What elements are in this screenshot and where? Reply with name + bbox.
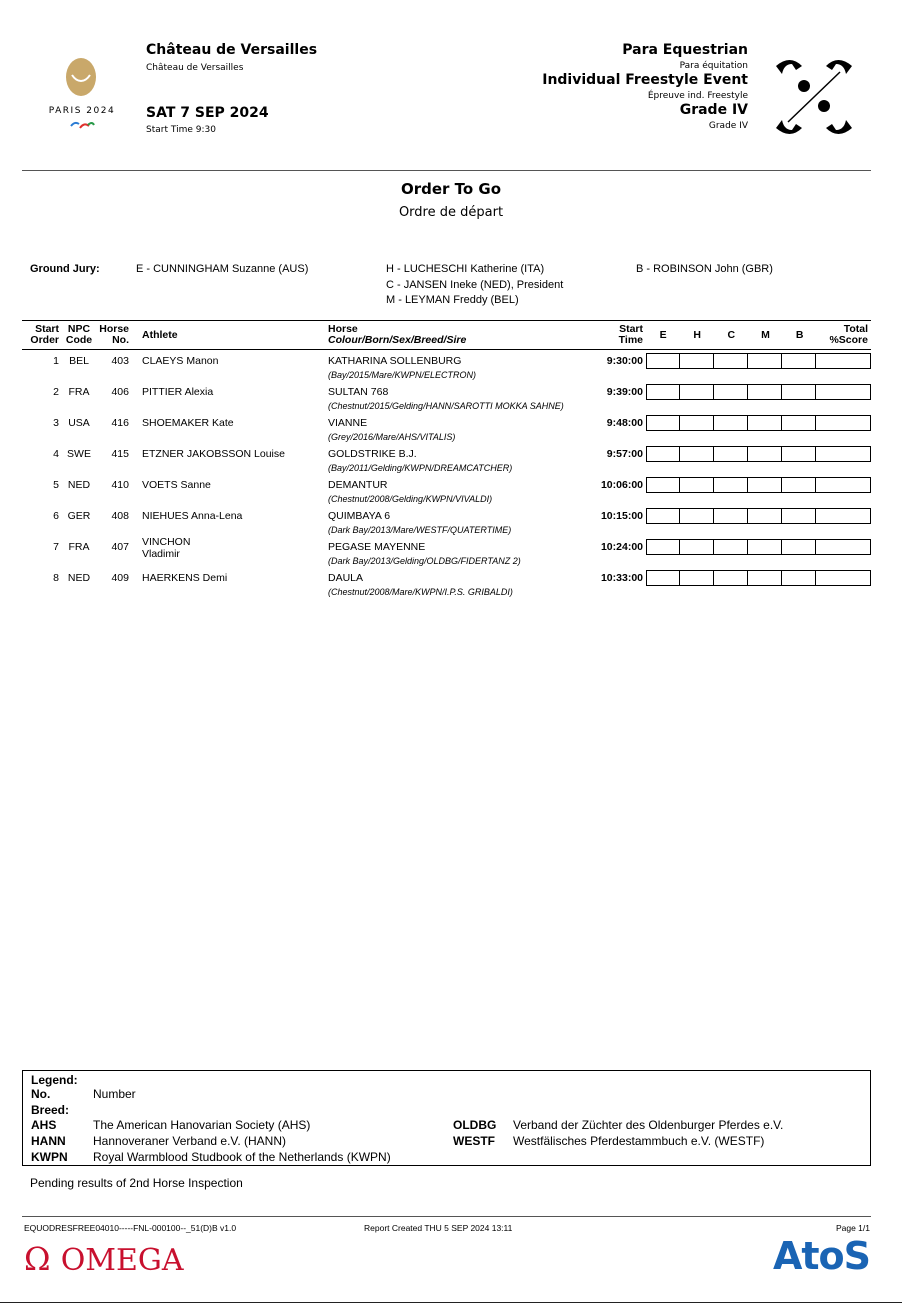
report-created: Report Created THU 5 SEP 2024 13:11	[364, 1223, 513, 1233]
start-order: 3	[53, 417, 59, 429]
grade-title-fr: Grade IV	[708, 121, 748, 131]
horse-number: 407	[111, 541, 129, 553]
horse-number: 410	[111, 479, 129, 491]
ground-jury-label: Ground Jury:	[30, 263, 100, 275]
score-boxes	[646, 474, 871, 505]
col-start-order: Start Order	[22, 321, 62, 350]
col-horse-no: Horse No.	[96, 321, 132, 350]
npc-code: NED	[67, 572, 91, 584]
horse-name: VIANNE	[328, 417, 368, 429]
horse-number: 406	[111, 386, 129, 398]
score-box-m	[748, 415, 782, 431]
score-box-c	[714, 477, 748, 493]
table-row	[22, 536, 871, 567]
score-box-b	[782, 508, 816, 524]
npc-code: USA	[68, 417, 90, 429]
npc-code: NED	[67, 479, 91, 491]
omega-symbol-icon: Ω	[24, 1240, 51, 1278]
score-box-e	[646, 508, 680, 524]
horse-details: (Dark Bay/2013/Mare/WESTF/QUATERTIME)	[328, 525, 512, 535]
horse-cell	[325, 412, 594, 443]
athlete-name: PITTIER Alexia	[142, 386, 214, 398]
col-c: C	[714, 321, 748, 350]
athlete-name: NIEHUES Anna-Lena	[142, 510, 243, 522]
horse-cell	[325, 505, 594, 536]
horse-number: 409	[111, 572, 129, 584]
legend-westf-key: WESTF	[453, 1134, 495, 1148]
col-total: Total %Score	[817, 321, 871, 350]
score-box-b	[782, 415, 816, 431]
athlete-name: VOETS Sanne	[142, 479, 211, 491]
start-order: 4	[53, 448, 59, 460]
jury-m: M - LEYMAN Freddy (BEL)	[386, 294, 519, 306]
score-boxes	[646, 350, 871, 382]
athlete-name: VINCHON Vladimir	[142, 536, 191, 560]
score-box-h	[680, 415, 714, 431]
score-box-m	[748, 508, 782, 524]
npc-code: SWE	[67, 448, 91, 460]
athlete-name: CLAEYS Manon	[142, 355, 219, 367]
footer-divider	[22, 1216, 871, 1217]
legend-box	[22, 1070, 871, 1166]
table-row	[22, 412, 871, 443]
bottom-border	[0, 1302, 902, 1303]
legend-ahs-key: AHS	[31, 1118, 57, 1132]
horse-details: (Grey/2016/Mare/AHS/VITALIS)	[328, 432, 456, 442]
logo-text: PARIS 2024	[48, 106, 116, 116]
start-time: 9:30:00	[606, 355, 643, 367]
score-box-c	[714, 415, 748, 431]
score-boxes	[646, 412, 871, 443]
col-start-time: Start Time	[594, 321, 646, 350]
event-title: Individual Freestyle Event	[542, 72, 748, 88]
score-boxes	[646, 443, 871, 474]
score-boxes	[646, 536, 871, 567]
legend-breed-label: Breed:	[31, 1103, 70, 1117]
start-time: 10:06:00	[600, 479, 643, 491]
legend-kwpn-value: Royal Warmblood Studbook of the Netherlands (KWPN)	[93, 1150, 391, 1164]
venue-title: Château de Versailles	[146, 42, 318, 58]
score-box-c	[714, 539, 748, 555]
event-title-fr: Épreuve ind. Freestyle	[647, 91, 748, 101]
legend-no-key: No.	[31, 1087, 51, 1101]
score-box-h	[680, 446, 714, 462]
score-box-total	[816, 415, 871, 431]
jury-b: B - ROBINSON John (GBR)	[636, 263, 773, 275]
score-box-h	[680, 570, 714, 586]
horse-details: (Chestnut/2008/Mare/KWPN/I.P.S. GRIBALDI)	[328, 587, 513, 597]
start-time: 9:57:00	[606, 448, 643, 460]
npc-code: GER	[67, 510, 91, 522]
atos-logo: AtoS	[772, 1234, 870, 1278]
legend-oldbg-key: OLDBG	[453, 1118, 497, 1132]
npc-code: BEL	[69, 355, 89, 367]
horse-name: DEMANTUR	[328, 479, 388, 491]
horse-name: PEGASE MAYENNE	[328, 541, 426, 553]
legend-hann-value: Hannoveraner Verband e.V. (HANN)	[93, 1134, 286, 1148]
table-row	[22, 505, 871, 536]
horse-details: (Chestnut/2008/Gelding/KWPN/VIVALDI)	[328, 494, 493, 504]
score-box-total	[816, 570, 871, 586]
score-box-b	[782, 446, 816, 462]
score-box-total	[816, 477, 871, 493]
start-list-table	[22, 320, 871, 598]
score-box-c	[714, 446, 748, 462]
col-m: M	[748, 321, 782, 350]
doc-title-fr: Ordre de départ	[398, 205, 504, 220]
start-time: 10:33:00	[600, 572, 643, 584]
start-time: 10:24:00	[600, 541, 643, 553]
score-box-e	[646, 415, 680, 431]
horse-name: SULTAN 768	[328, 386, 389, 398]
legend-title: Legend:	[31, 1073, 78, 1087]
table-row	[22, 474, 871, 505]
table-row	[22, 443, 871, 474]
score-box-e	[646, 446, 680, 462]
score-box-e	[646, 353, 680, 369]
report-code: EQUODRESFREE04010-----FNL-000100--_51(D)B v1.0	[24, 1223, 237, 1233]
legend-ahs-value: The American Hanovarian Society (AHS)	[93, 1118, 311, 1132]
score-box-c	[714, 384, 748, 400]
jury-e: E - CUNNINGHAM Suzanne (AUS)	[136, 263, 309, 275]
header-divider	[22, 170, 871, 171]
score-box-h	[680, 508, 714, 524]
horse-cell	[325, 381, 594, 412]
legend-oldbg-value: Verband der Züchter des Oldenburger Pferdes e.V.	[513, 1118, 784, 1132]
start-order: 6	[53, 510, 59, 522]
table-row	[22, 381, 871, 412]
pending-note: Pending results of 2nd Horse Inspection	[30, 1176, 243, 1190]
start-order: 8	[53, 572, 59, 584]
horse-name: KATHARINA SOLLENBURG	[328, 355, 462, 367]
jury-c: C - JANSEN Ineke (NED), President	[386, 279, 564, 291]
table-row	[22, 350, 871, 382]
doc-title: Order To Go	[400, 180, 502, 198]
horse-number: 416	[111, 417, 129, 429]
horse-cell	[325, 443, 594, 474]
score-box-h	[680, 353, 714, 369]
legend-westf-value: Westfälisches Pferdestammbuch e.V. (WESTF)	[513, 1134, 765, 1148]
score-box-m	[748, 446, 782, 462]
legend-hann-key: HANN	[31, 1134, 66, 1148]
grade-title: Grade IV	[679, 102, 748, 118]
venue-subtitle: Château de Versailles	[146, 63, 244, 73]
athlete-name: HAERKENS Demi	[142, 572, 228, 584]
score-box-m	[748, 570, 782, 586]
score-box-b	[782, 539, 816, 555]
start-order: 5	[53, 479, 59, 491]
score-box-total	[816, 508, 871, 524]
athlete-name: ETZNER JAKOBSSON Louise	[142, 448, 285, 460]
score-box-m	[748, 539, 782, 555]
start-order: 1	[53, 355, 59, 367]
horse-cell	[325, 474, 594, 505]
score-box-total	[816, 539, 871, 555]
score-boxes	[646, 505, 871, 536]
start-time: Start Time 9:30	[146, 125, 216, 135]
score-box-h	[680, 477, 714, 493]
horse-details: (Bay/2011/Gelding/KWPN/DREAMCATCHER)	[328, 463, 513, 473]
horse-cell	[325, 536, 594, 567]
paris-2024-logo	[44, 55, 118, 135]
sport-title: Para Equestrian	[622, 42, 748, 58]
score-box-e	[646, 477, 680, 493]
col-horse: Horse Colour/Born/Sex/Breed/Sire	[325, 321, 594, 350]
horse-name: GOLDSTRIKE B.J.	[328, 448, 417, 460]
horse-number: 403	[111, 355, 129, 367]
start-order: 2	[53, 386, 59, 398]
score-box-c	[714, 570, 748, 586]
score-boxes	[646, 567, 871, 598]
horse-number: 408	[111, 510, 129, 522]
score-box-c	[714, 508, 748, 524]
col-h: H	[680, 321, 714, 350]
sport-title-fr: Para équitation	[679, 61, 748, 71]
score-box-m	[748, 477, 782, 493]
horse-name: QUIMBAYA 6	[328, 510, 391, 522]
npc-code: FRA	[68, 541, 90, 553]
score-box-b	[782, 353, 816, 369]
athlete-name: SHOEMAKER Kate	[142, 417, 234, 429]
col-npc: NPC Code	[62, 321, 96, 350]
horse-details: (Chestnut/2015/Gelding/HANN/SAROTTI MOKKA SAHNE)	[328, 401, 564, 411]
legend-no-value: Number	[93, 1087, 136, 1101]
page-number: Page 1/1	[835, 1223, 870, 1233]
table-header-row	[22, 321, 871, 350]
horse-number: 415	[111, 448, 129, 460]
npc-code: FRA	[68, 386, 90, 398]
score-box-e	[646, 570, 680, 586]
omega-wordmark: OMEGA	[60, 1243, 184, 1278]
event-date: SAT 7 SEP 2024	[146, 105, 269, 121]
horse-details: (Bay/2015/Mare/KWPN/ELECTRON)	[328, 370, 477, 380]
table-row	[22, 567, 871, 598]
para-equestrian-pictogram-icon	[772, 54, 856, 140]
score-box-total	[816, 353, 871, 369]
score-box-total	[816, 384, 871, 400]
horse-cell	[325, 350, 594, 382]
start-time: 9:39:00	[606, 386, 643, 398]
start-order: 7	[53, 541, 59, 553]
score-boxes	[646, 381, 871, 412]
score-box-c	[714, 353, 748, 369]
paris-2024-emblem-icon	[44, 55, 118, 135]
omega-logo	[24, 1240, 184, 1278]
start-time: 10:15:00	[600, 510, 643, 522]
score-box-h	[680, 539, 714, 555]
horse-details: (Dark Bay/2013/Gelding/OLDBG/FIDERTANZ 2)	[328, 556, 521, 566]
score-box-m	[748, 353, 782, 369]
start-time: 9:48:00	[606, 417, 643, 429]
score-box-e	[646, 539, 680, 555]
score-box-e	[646, 384, 680, 400]
score-box-b	[782, 477, 816, 493]
horse-cell	[325, 567, 594, 598]
score-box-b	[782, 384, 816, 400]
score-box-m	[748, 384, 782, 400]
jury-h: H - LUCHESCHI Katherine (ITA)	[386, 263, 545, 275]
col-b: B	[783, 321, 817, 350]
horse-name: DAULA	[328, 572, 364, 584]
score-box-h	[680, 384, 714, 400]
score-box-total	[816, 446, 871, 462]
legend-kwpn-key: KWPN	[31, 1150, 68, 1164]
col-e: E	[646, 321, 680, 350]
score-box-b	[782, 570, 816, 586]
col-athlete: Athlete	[132, 321, 325, 350]
